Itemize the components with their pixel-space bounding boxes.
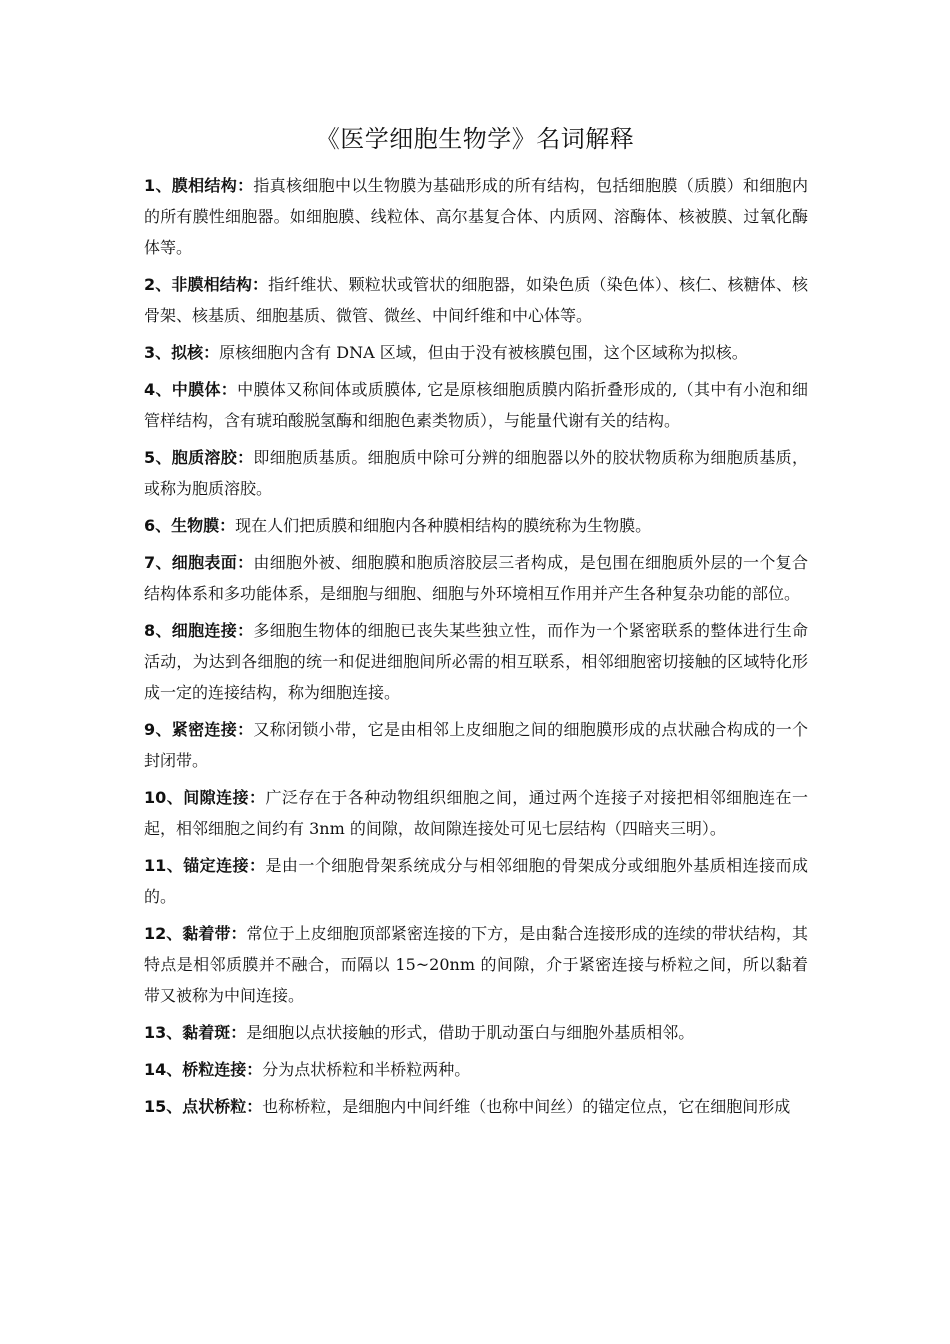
entry-text: 中膜体又称间体或质膜体, 它是原核细胞质膜内陷折叠形成的,（其中有小泡和细管样结构，含有琥珀酸脱氢酶和细胞色素类物质），与能量代谢有关的结构。 [144,380,808,430]
entry-term: 非膜相结构： [171,275,269,294]
entry-item [144,714,808,776]
entry-text: 指纤维状、颗粒状或管状的细胞器，如染色质（染色体）、核仁、核糖体、核骨架、核基质、细胞基质、微管、微丝、中间纤维和中心体等。 [144,275,808,325]
entry-term: 中膜体： [171,380,238,399]
entry-text: 是细胞以点状接触的形式，借助于肌动蛋白与细胞外基质相邻。 [246,1023,695,1042]
entry-text: 又称闭锁小带，它是由相邻上皮细胞之间的细胞膜形成的点状融合构成的一个封闭带。 [144,720,808,770]
entry-text: 由细胞外被、细胞膜和胞质溶胶层三者构成，是包围在细胞质外层的一个复合结构体系和多功能体系，是细胞与细胞、细胞与外环境相互作用并产生各种复杂功能的部位。 [144,553,808,603]
entry-number: 5、 [144,448,172,467]
entry-text: 即细胞质基质。细胞质中除可分辨的细胞器以外的胶状物质称为细胞质基质，或称为胞质溶胶。 [144,448,808,498]
entry-number: 9、 [144,720,172,739]
entry-term: 间隙连接： [183,788,266,807]
entry-number: 11、 [144,856,184,875]
entry-item [144,918,808,1011]
entry-item [144,374,808,436]
entry-item [144,615,808,708]
entry-number: 4、 [144,380,172,399]
entry-number: 2、 [144,275,172,294]
entry-item [144,442,808,504]
entry-term: 黏着带： [182,924,247,943]
entry-term: 细胞表面： [171,553,254,572]
entry-text: 多细胞生物体的细胞已丧失某些独立性，而作为一个紧密联系的整体进行生命活动，为达到各细胞的统一和促进细胞间所必需的相互联系，相邻细胞密切接触的区域特化形成一定的连接结构，称为细胞连接。 [144,621,808,702]
entry-item [144,547,808,609]
entry-list [144,170,808,1128]
entry-term: 胞质溶胶： [171,448,254,467]
entry-item [144,510,808,541]
entry-term: 膜相结构： [171,176,254,195]
entry-number: 15、 [144,1097,183,1116]
entry-text: 现在人们把质膜和细胞内各种膜相结构的膜统称为生物膜。 [235,516,652,535]
entry-number: 10、 [144,788,184,807]
entry-item [144,1017,808,1048]
entry-number: 1、 [144,176,172,195]
entry-text: 指真核细胞中以生物膜为基础形成的所有结构，包括细胞膜（质膜）和细胞内的所有膜性细胞器。如细胞膜、线粒体、高尔基复合体、内质网、溶酶体、核被膜、过氧化酶体等。 [144,176,808,257]
entry-number: 14、 [144,1060,183,1079]
entry-item [144,1054,808,1085]
entry-term: 点状桥粒： [182,1097,263,1116]
entry-number: 12、 [144,924,183,943]
entry-text: 广泛存在于各种动物组织细胞之间，通过两个连接子对接把相邻细胞连在一起，相邻细胞之间约有 3nm 的间隙，故间隙连接处可见七层结构（四暗夹三明）。 [144,788,808,838]
entry-number: 13、 [144,1023,183,1042]
entry-term: 细胞连接： [171,621,254,640]
entry-number: 3、 [144,343,172,362]
entry-item [144,170,808,263]
entry-item [144,337,808,368]
entry-term: 生物膜： [171,516,236,535]
entry-text: 分为点状桥粒和半桥粒两种。 [262,1060,471,1079]
entry-number: 7、 [144,553,172,572]
entry-item [144,269,808,331]
entry-term: 桥粒连接： [182,1060,263,1079]
entry-term: 拟核： [171,343,220,362]
entry-text: 常位于上皮细胞顶部紧密连接的下方，是由黏合连接形成的连续的带状结构，其特点是相邻质膜并不融合，而隔以 15~20nm 的间隙，介于紧密连接与桥粒之间，所以黏着带又被称为中间连接。 [144,924,808,1005]
entry-text: 是由一个细胞骨架系统成分与相邻细胞的骨架成分或细胞外基质相连接而成的。 [144,856,808,906]
entry-term: 紧密连接： [171,720,254,739]
entry-number: 6、 [144,516,172,535]
entry-item [144,1091,808,1122]
entry-item [144,782,808,844]
entry-text: 原核细胞内含有 DNA 区域，但由于没有被核膜包围，这个区域称为拟核。 [219,343,748,362]
entry-term: 锚定连接： [183,856,266,875]
entry-item [144,850,808,912]
entry-term: 黏着斑： [182,1023,247,1042]
document-title: 《医学细胞生物学》名词解释 [315,125,635,153]
entry-number: 8、 [144,621,172,640]
entry-text: 也称桥粒，是细胞内中间纤维（也称中间丝）的锚定位点，它在细胞间形成 [262,1097,791,1116]
